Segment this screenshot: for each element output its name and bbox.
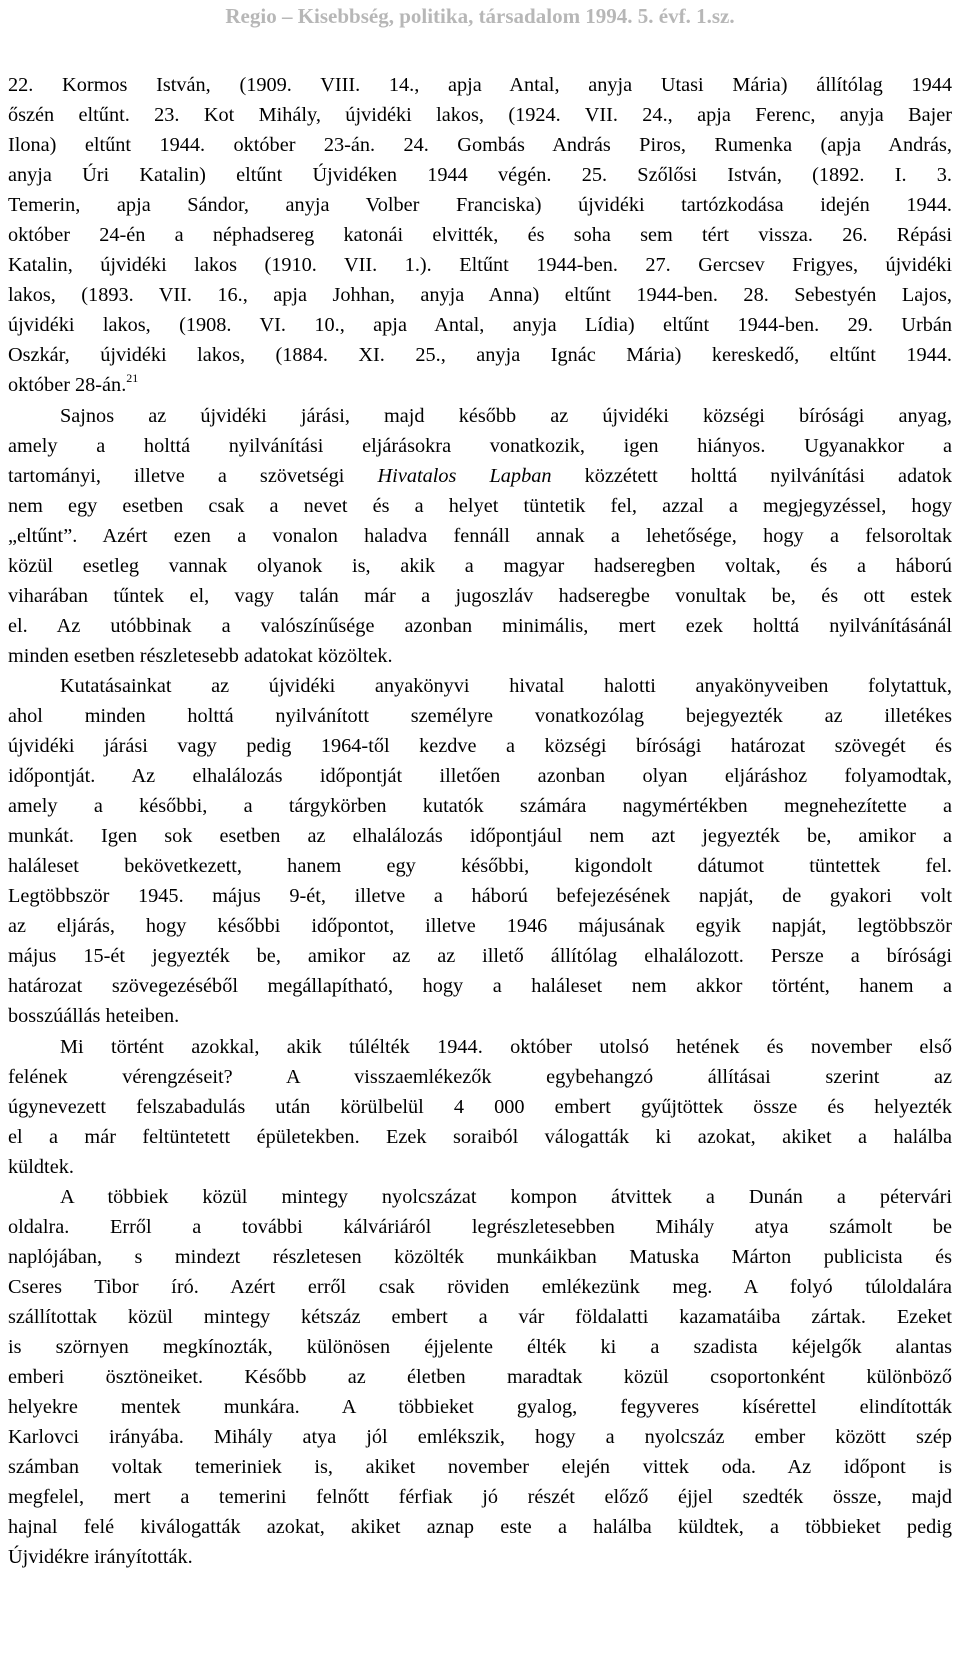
text-line	[8, 1422, 952, 1452]
line-text: Újvidékre irányították.	[8, 1546, 193, 1569]
line-text: bosszúállás heteiben.	[8, 1005, 180, 1028]
text-line	[8, 791, 952, 821]
line-text: amely a holttá nyilvánítási eljárásokra vonatkozik, igen hiányos. Ugyanakkor a	[8, 434, 952, 457]
line-text: haláleset bekövetkezett, hanem egy későbbi, kigondolt dátumot tüntettek fel.	[8, 855, 952, 878]
line-text: megfelel, mert a temerini felnőtt férfiak jó részét előző éjjel szedték össze, majd	[8, 1486, 952, 1509]
body-text	[8, 70, 952, 1572]
text-line	[8, 641, 952, 671]
line-text: is szörnyen megkínozták, különösen éjjelente élték ki a szadista kéjelgők alantas	[8, 1335, 952, 1358]
line-text: október 28-án.	[8, 374, 127, 397]
text-line	[8, 1062, 952, 1092]
text-line	[8, 310, 952, 340]
line-text: felének vérengzéseit? A visszaemlékezők egybehangzó állításai szerint az	[8, 1065, 952, 1088]
line-text: anyja Úri Katalin) eltűnt Újvidéken 1944 végén. 25. Szőlősi István, (1892. I. 3.	[8, 164, 952, 187]
line-text: ahol minden holttá nyilvánított személyre vonatkozólag bejegyezték az illetékes	[8, 704, 952, 727]
line-text: munkát. Igen sok esetben az elhalálozás időpontjául nem azt jegyezték be, amikor a	[8, 825, 952, 848]
text-line	[8, 1032, 952, 1062]
line-text-continued: közzétett holttá nyilvánítási adatok	[551, 464, 952, 487]
text-line	[8, 671, 952, 701]
line-text: amely a későbbi, a tárgykörben kutatók számára nagymértékben megnehezítette a	[8, 795, 952, 818]
line-text: oldalra. Erről a további kálváriáról legrészletesebben Mihály atya számolt be	[8, 1215, 952, 1238]
text-line	[8, 701, 952, 731]
text-line	[8, 160, 952, 190]
line-text: időpontját. Az elhalálozás időpontját illetően azonban olyan eljáráshoz folyamodtak,	[8, 765, 952, 788]
line-text: szállítottak közül mintegy kétszáz embert a vár földalatti kazamatáiba zártak. Ezeket	[8, 1305, 952, 1328]
text-line	[8, 1362, 952, 1392]
line-text: nem egy esetben csak a nevet és a helyet tüntetik fel, azzal a megjegyzéssel, hogy	[8, 494, 952, 517]
text-line	[8, 1092, 952, 1122]
text-line	[8, 340, 952, 370]
line-text: közül esetleg vannak olyanok is, akik a magyar hadseregben voltak, és a háború	[8, 554, 952, 577]
text-line	[8, 911, 952, 941]
line-text: Kutatásainkat az újvidéki anyakönyvi hivatal halotti anyakönyveiben folytattuk,	[60, 674, 952, 697]
line-text: Katalin, újvidéki lakos (1910. VII. 1.). Eltűnt 1944-ben. 27. Gercsev Frigyes, újvidéki	[8, 254, 952, 277]
text-line	[8, 761, 952, 791]
text-line	[8, 1212, 952, 1242]
footnote-reference[interactable]: 21	[126, 371, 139, 386]
line-text: őszén eltűnt. 23. Kot Mihály, újvidéki lakos, (1924. VII. 24., apja Ferenc, anyja Bajer	[8, 104, 952, 127]
text-line	[8, 1452, 952, 1482]
text-line	[8, 1542, 952, 1572]
line-text: Oszkár, újvidéki lakos, (1884. XI. 25., anyja Ignác Mária) kereskedő, eltűnt 1944.	[8, 344, 952, 367]
text-line	[8, 130, 952, 160]
line-text: 22. Kormos István, (1909. VIII. 14., apja Antal, anyja Utasi Mária) állítólag 1944	[8, 74, 952, 96]
text-line	[8, 1482, 952, 1512]
text-line	[8, 971, 952, 1001]
text-line	[8, 1332, 952, 1362]
line-text: el. Az utóbbinak a valószínűsége azonban minimális, mert ezek holttá nyilvánításánál	[8, 614, 952, 637]
text-line	[8, 70, 952, 100]
italic-publication-title: Hivatalos Lapban	[377, 464, 552, 487]
line-text: újvidéki lakos, (1908. VI. 10., apja Antal, anyja Lídia) eltűnt 1944-ben. 29. Urbán	[8, 314, 952, 337]
line-text: emberi ösztöneiket. Később az életben maradtak közül csoportonként különböző	[8, 1366, 952, 1389]
line-text: Legtöbbször 1945. május 9-ét, illetve a háború befejezésének napját, de gyakori volt	[8, 885, 952, 908]
line-text: lakos, (1893. VII. 16., apja Johhan, anyja Anna) eltűnt 1944-ben. 28. Sebestyén Lajos,	[8, 284, 952, 307]
line-text: „eltűnt”. Azért ezen a vonalon haladva fennáll annak a lehetősége, hogy a felsoroltak	[8, 524, 952, 547]
line-text: Cseres Tibor író. Azért erről csak röviden emlékezünk meg. A folyó túloldalára	[8, 1275, 952, 1298]
line-text: küldtek.	[8, 1155, 74, 1178]
line-text: számban voltak temeriniek is, akiket november elején vittek oda. Az időpont is	[8, 1456, 952, 1479]
text-line	[8, 1392, 952, 1422]
line-text: el a már feltüntetett épületekben. Ezek soraiból válogatták ki azokat, akiket a halálba	[8, 1125, 952, 1148]
text-line	[8, 190, 952, 220]
line-text: határozat szövegezéséből megállapítható, hogy a haláleset nem akkor történt, hanem a	[8, 975, 952, 998]
line-text: az eljárás, hogy későbbi időpontot, illetve 1946 májusának egyik napját, legtöbbször	[8, 915, 952, 938]
text-line	[8, 1272, 952, 1302]
line-text: naplójában, s mindezt részletesen közölték munkáikban Matuska Márton publicista és	[8, 1245, 952, 1268]
text-line	[8, 521, 952, 551]
line-text: május 15-ét jegyezték be, amikor az az illető állítólag elhalálozott. Persze a bírósági	[8, 945, 952, 968]
text-line	[8, 611, 952, 641]
line-text: újvidéki járási vagy pedig 1964-től kezdve a községi bírósági határozat szövegét és	[8, 735, 952, 758]
text-line	[8, 1152, 952, 1182]
text-line	[8, 1122, 952, 1152]
line-text: hajnal felé kiválogatták azokat, akiket aznap este a halálba küldtek, a többieket pedig	[8, 1516, 952, 1539]
text-line	[8, 1302, 952, 1332]
text-line	[8, 1512, 952, 1542]
line-text: minden esetben részletesebb adatokat közöltek.	[8, 644, 393, 667]
text-line	[8, 401, 952, 431]
text-line	[8, 881, 952, 911]
text-line	[8, 851, 952, 881]
text-line	[8, 731, 952, 761]
line-text: úgynevezett felszabadulás után körülbelül 4 000 embert gyűjtöttek össze és helyezték	[8, 1095, 952, 1118]
line-text: Sajnos az újvidéki járási, majd később az újvidéki községi bírósági anyag,	[60, 404, 952, 427]
line-text: A többiek közül mintegy nyolcszázat kompon átvittek a Dunán a pétervári	[60, 1185, 952, 1208]
text-line	[8, 431, 952, 461]
text-line	[8, 821, 952, 851]
text-line	[8, 100, 952, 130]
line-text: Karlovci irányába. Mihály atya jól emlékszik, hogy a nyolcszáz ember között szép	[8, 1426, 952, 1449]
line-text: viharában tűntek el, vagy talán már a jugoszláv hadseregbe vonultak be, és ott estek	[8, 584, 952, 607]
line-text: Ilona) eltűnt 1944. október 23-án. 24. Gombás András Piros, Rumenka (apja András,	[8, 134, 952, 157]
text-line	[8, 581, 952, 611]
text-line	[8, 1242, 952, 1272]
running-header: Regio – Kisebbség, politika, társadalom 1994. 5. évf. 1.sz.	[225, 4, 735, 28]
text-line	[8, 1182, 952, 1212]
text-line	[8, 1001, 952, 1031]
line-text: Mi történt azokkal, akik túlélték 1944. október utolsó hetének és november első	[60, 1035, 952, 1058]
line-text: helyekre mentek munkára. A többieket gyalog, fegyveres kísérettel elindították	[8, 1396, 952, 1419]
text-line	[8, 551, 952, 581]
text-line	[8, 250, 952, 280]
line-text: tartományi, illetve a szövetségi	[8, 464, 378, 487]
text-line	[8, 461, 952, 491]
line-text: október 24-én a néphadsereg katonái elvitték, és soha sem tért vissza. 26. Répási	[8, 224, 952, 247]
text-line	[8, 941, 952, 971]
line-text: Temerin, apja Sándor, anyja Volber Franciska) újvidéki tartózkodása idején 1944.	[8, 194, 952, 217]
text-line	[8, 280, 952, 310]
text-line	[8, 491, 952, 521]
text-line	[8, 370, 952, 400]
text-line	[8, 220, 952, 250]
